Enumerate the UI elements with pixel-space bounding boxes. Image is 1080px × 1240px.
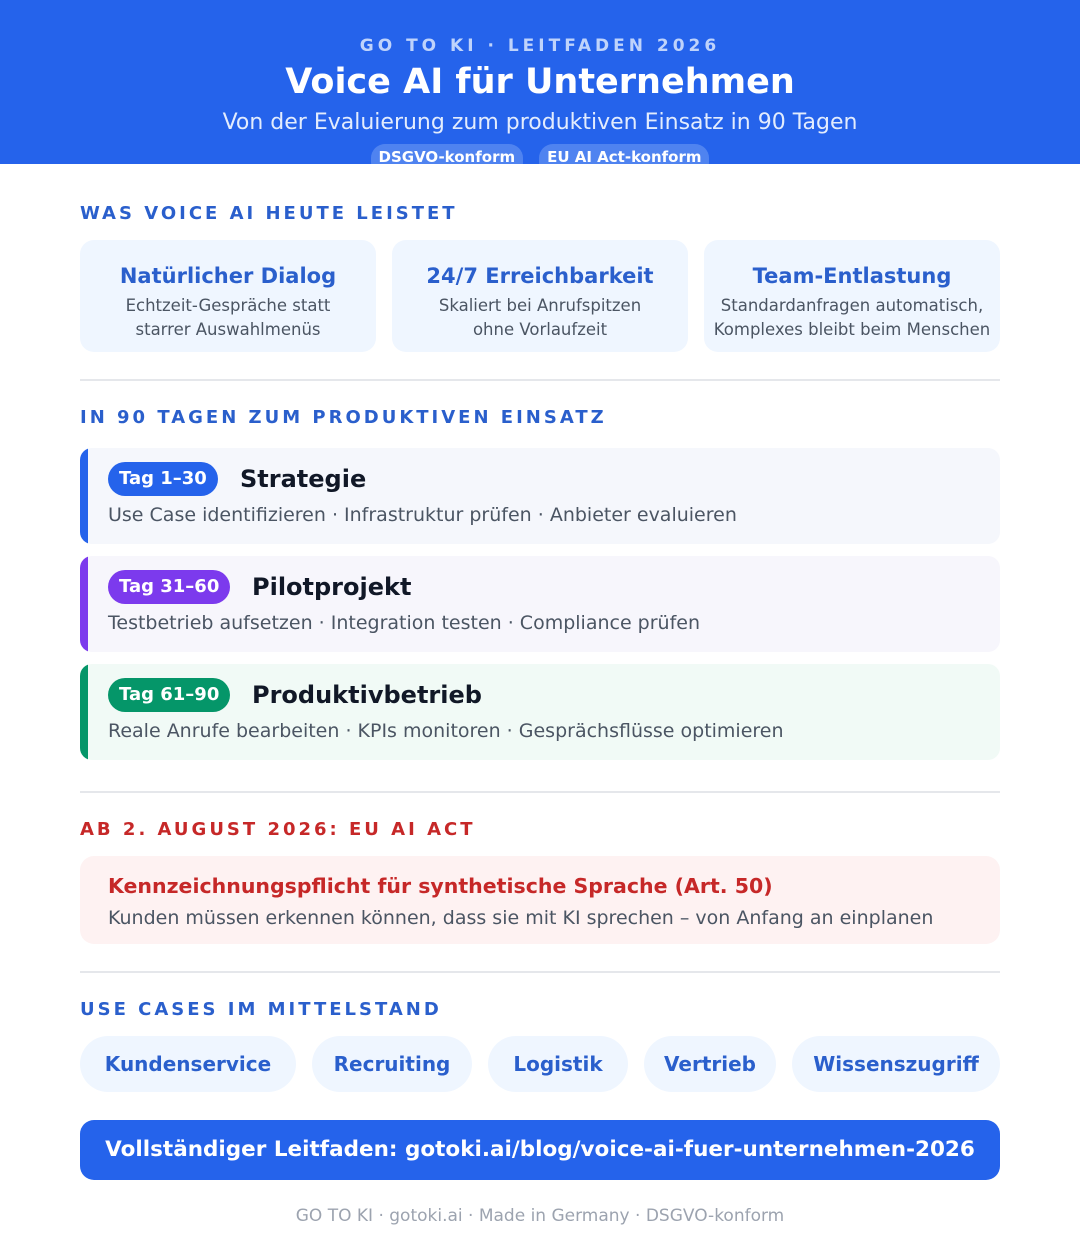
page-subtitle: Von der Evaluierung zum produktiven Einsatz in 90 Tagen bbox=[222, 110, 858, 135]
feature-card-availability bbox=[392, 240, 688, 352]
phase-description: Reale Anrufe bearbeiten · KPIs monitoren · Gesprächsflüsse optimieren bbox=[108, 720, 784, 742]
phase-accent-bar bbox=[80, 664, 88, 760]
feature-description bbox=[698, 294, 1006, 342]
divider bbox=[80, 971, 1000, 973]
feature-desc-line: Standardanfragen automatisch, bbox=[720, 296, 984, 315]
usecase-pill-logistik: Logistik bbox=[488, 1036, 628, 1092]
phase-accent-bar bbox=[80, 448, 88, 544]
divider bbox=[80, 379, 1000, 381]
usecase-pill-kundenservice: Kundenservice bbox=[80, 1036, 296, 1092]
phase-tag: Tag 1–30 bbox=[108, 462, 218, 496]
feature-desc-line: Komplexes bleibt beim Menschen bbox=[713, 320, 991, 339]
feature-card-dialog bbox=[80, 240, 376, 352]
feature-desc-line: ohne Vorlaufzeit bbox=[472, 320, 608, 339]
feature-desc-line: Echtzeit-Gespräche statt bbox=[125, 296, 331, 315]
usecase-pill-recruiting: Recruiting bbox=[312, 1036, 472, 1092]
regulation-title: Kennzeichnungspflicht für synthetische Sprache (Art. 50) bbox=[108, 874, 773, 898]
compliance-badges bbox=[0, 144, 1080, 164]
phase-card-production bbox=[80, 664, 1000, 760]
feature-desc-line: Skaliert bei Anrufspitzen bbox=[438, 296, 642, 315]
feature-title: 24/7 Erreichbarkeit bbox=[426, 264, 654, 288]
feature-description bbox=[386, 294, 694, 342]
badge-eu-ai-act: EU AI Act-konform bbox=[539, 144, 709, 164]
phase-description: Use Case identifizieren · Infrastruktur prüfen · Anbieter evaluieren bbox=[108, 504, 737, 526]
guide-link-button[interactable]: Vollständiger Leitfaden: gotoki.ai/blog/voice-ai-fuer-unternehmen-2026 bbox=[80, 1120, 1000, 1180]
phase-title: Produktivbetrieb bbox=[252, 681, 482, 709]
section-heading-capabilities: WAS VOICE AI HEUTE LEISTET bbox=[80, 203, 458, 224]
header-kicker: GO TO KI · LEITFADEN 2026 bbox=[359, 36, 721, 56]
usecase-pill-wissenszugriff: Wissenszugriff bbox=[792, 1036, 1000, 1092]
feature-description bbox=[74, 294, 382, 342]
header-banner bbox=[0, 0, 1080, 164]
phase-tag: Tag 31–60 bbox=[108, 570, 230, 604]
feature-title: Team-Entlastung bbox=[752, 264, 952, 288]
phase-title: Pilotprojekt bbox=[252, 573, 412, 601]
section-heading-regulation: AB 2. AUGUST 2026: EU AI ACT bbox=[80, 819, 476, 840]
phase-tag: Tag 61–90 bbox=[108, 678, 230, 712]
divider bbox=[80, 791, 1000, 793]
phase-title: Strategie bbox=[240, 465, 367, 493]
regulation-description: Kunden müssen erkennen können, dass sie mit KI sprechen – von Anfang an einplanen bbox=[108, 907, 934, 929]
regulation-notice bbox=[80, 856, 1000, 944]
feature-desc-line: starrer Auswahlmenüs bbox=[135, 320, 321, 339]
footer: GO TO KI · gotoki.ai · Made in Germany · DSGVO-konform bbox=[295, 1206, 785, 1226]
feature-card-team-relief bbox=[704, 240, 1000, 352]
phase-card-strategy bbox=[80, 448, 1000, 544]
badge-dsgvo: DSGVO-konform bbox=[371, 144, 524, 164]
section-heading-usecases: USE CASES IM MITTELSTAND bbox=[80, 999, 442, 1020]
phase-accent-bar bbox=[80, 556, 88, 652]
phase-card-pilot bbox=[80, 556, 1000, 652]
usecase-pill-vertrieb: Vertrieb bbox=[644, 1036, 776, 1092]
feature-title: Natürlicher Dialog bbox=[119, 264, 337, 288]
section-heading-roadmap: IN 90 TAGEN ZUM PRODUKTIVEN EINSATZ bbox=[80, 407, 607, 428]
page-title: Voice AI für Unternehmen bbox=[285, 62, 795, 102]
phase-description: Testbetrieb aufsetzen · Integration testen · Compliance prüfen bbox=[108, 612, 701, 634]
